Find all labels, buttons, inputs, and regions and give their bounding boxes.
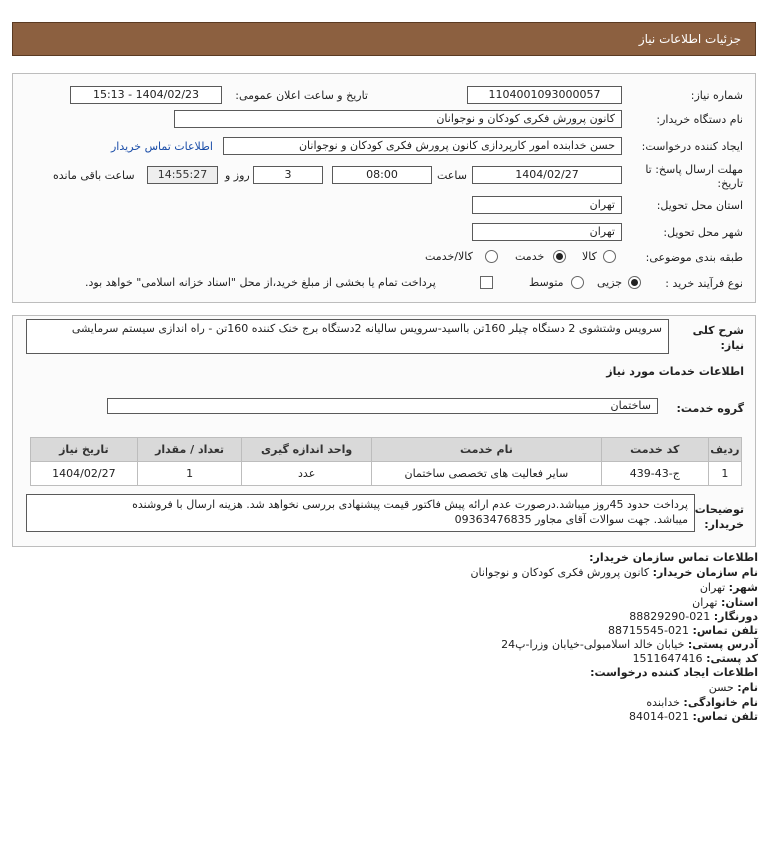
contact-phone: تلفن تماس: 021-88715545 xyxy=(608,624,758,637)
process-option-medium: متوسط xyxy=(529,276,564,289)
services-heading: اطلاعات خدمات مورد نیاز xyxy=(606,365,744,378)
category-radio-both[interactable] xyxy=(485,250,498,263)
category-radio-goods[interactable] xyxy=(603,250,616,263)
service-group-label: گروه خدمت: xyxy=(676,402,744,415)
announce-label: تاریخ و ساعت اعلان عمومی: xyxy=(235,89,368,102)
col-qty: تعداد / مقدار xyxy=(137,438,242,462)
category-option-both: کالا/خدمت xyxy=(425,250,473,263)
category-option-goods: کالا xyxy=(582,250,597,263)
contact-city: شهر: تهران xyxy=(699,581,758,594)
deadline-label: مهلت ارسال پاسخ: تا تاریخ: xyxy=(645,163,743,190)
cell-unit: عدد xyxy=(242,462,372,486)
province-field[interactable]: تهران xyxy=(472,196,622,214)
cell-date: 1404/02/27 xyxy=(31,462,138,486)
creator-field[interactable]: حسن خدابنده امور کارپردازی کانون پرورش فکری کودکان و نوجوانان xyxy=(223,137,622,155)
process-radio-minor[interactable] xyxy=(628,276,641,289)
process-option-minor: جزیی xyxy=(597,276,623,289)
contact-address: آدرس پستی: خیابان خالد اسلامبولی-خیابان وزرا-پ24 xyxy=(501,638,758,651)
category-label: طبقه بندی موضوعی: xyxy=(645,251,743,264)
creator-label: ایجاد کننده درخواست: xyxy=(641,140,743,153)
cell-row: 1 xyxy=(708,462,741,486)
services-table xyxy=(30,437,742,486)
notes-label: توضیحات خریدار: xyxy=(694,503,744,531)
category-option-service: خدمت xyxy=(515,250,545,263)
contact-org: نام سازمان خریدار: کانون پرورش فکری کودکان و نوجوانان xyxy=(470,566,758,579)
page-title: جزئیات اطلاعات نیاز xyxy=(638,32,741,46)
announce-field[interactable]: 1404/02/23 - 15:13 xyxy=(70,86,222,104)
buyer-contact-link[interactable]: اطلاعات تماس خریدار xyxy=(111,140,213,153)
contact-fax: دورنگار: 021-88829290 xyxy=(629,610,758,623)
days-field[interactable]: 3 xyxy=(253,166,323,184)
contact-province: استان: تهران xyxy=(692,596,758,609)
cell-name: سایر فعالیت های تخصصی ساختمان xyxy=(371,462,601,486)
cell-qty: 1 xyxy=(137,462,242,486)
notes-line-2: میباشد. جهت سوالات آقای مجاور 09363476835 xyxy=(454,513,688,526)
notes-field xyxy=(26,494,695,532)
col-unit: واحد اندازه گیری xyxy=(242,438,372,462)
creator-name: نام: حسن xyxy=(708,681,758,694)
page-header xyxy=(12,22,756,56)
contact-heading: اطلاعات تماس سازمان خریدار: xyxy=(589,551,758,564)
col-name: نام خدمت xyxy=(371,438,601,462)
time-label: ساعت xyxy=(437,169,467,182)
process-radio-medium[interactable] xyxy=(571,276,584,289)
process-label: نوع فرآیند خرید : xyxy=(665,277,743,290)
remaining-time-field: 14:55:27 xyxy=(147,166,218,184)
creator-family: نام خانوادگی: خدابنده xyxy=(646,696,758,709)
deadline-time-field[interactable]: 08:00 xyxy=(332,166,432,184)
category-radio-service[interactable] xyxy=(553,250,566,263)
table-row[interactable] xyxy=(31,462,742,486)
creator-phone: تلفن تماس: 021-84014 xyxy=(629,710,758,723)
contact-postal: کد پستی: 1511647416 xyxy=(632,652,758,665)
days-label: روز و xyxy=(225,169,250,182)
need-number-field[interactable]: 1104001093000057 xyxy=(467,86,622,104)
buyer-field[interactable]: کانون پرورش فکری کودکان و نوجوانان xyxy=(174,110,622,128)
need-number-label: شماره نیاز: xyxy=(690,89,743,102)
notes-line-1: پرداخت حدود 45روز میباشد.درصورت عدم ارائه پیش فاکتور قیمت پیشنهادی بررسی نخواهد شد. هزینه ارسال با فروشنده xyxy=(132,498,688,511)
city-label: شهر محل تحویل: xyxy=(663,226,743,239)
buyer-label: نام دستگاه خریدار: xyxy=(656,113,743,126)
creator-heading: اطلاعات ایجاد کننده درخواست: xyxy=(590,666,758,679)
treasury-checkbox[interactable] xyxy=(480,276,493,289)
city-field[interactable]: تهران xyxy=(472,223,622,241)
province-label: استان محل تحویل: xyxy=(656,199,743,212)
cell-code: ج-43-439 xyxy=(601,462,708,486)
col-code: کد خدمت xyxy=(601,438,708,462)
summary-label: شرح کلی نیاز: xyxy=(692,324,744,352)
service-group-field[interactable]: ساختمان xyxy=(107,398,658,414)
remaining-label: ساعت باقی مانده xyxy=(53,169,135,182)
col-row: ردیف xyxy=(708,438,741,462)
col-date: تاریخ نیاز xyxy=(31,438,138,462)
table-header-row xyxy=(31,438,742,462)
deadline-date-field[interactable]: 1404/02/27 xyxy=(472,166,622,184)
summary-field: سرویس وشتشوی 2 دستگاه چیلر 160تن بااسید-سرویس سالیانه 2دستگاه برج خنک کننده 160تن - راه اندازی سیستم سرمایشی xyxy=(26,319,669,354)
payment-note: پرداخت تمام یا بخشی از مبلغ خرید،از محل "اسناد خزانه اسلامی" خواهد بود. xyxy=(85,276,436,289)
